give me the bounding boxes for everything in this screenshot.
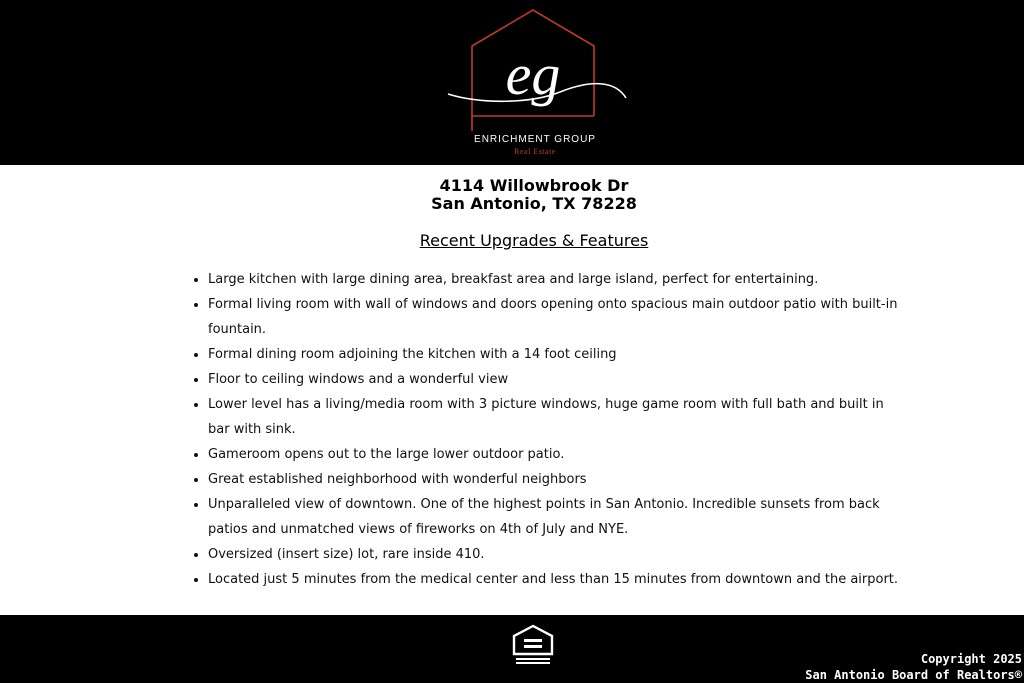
feature-item: • Oversized (insert size) lot, rare inside 410. bbox=[208, 542, 908, 567]
copyright-notice bbox=[805, 651, 1022, 683]
logo-monogram: eg bbox=[505, 42, 561, 107]
feature-item: • Lower level has a living/media room with 3 picture windows, huge game room with full bath and built in bar with sink. bbox=[208, 392, 908, 442]
logo-tagline: Real Estate bbox=[514, 147, 556, 156]
page-footer bbox=[0, 615, 1024, 683]
feature-item: • Large kitchen with large dining area, breakfast area and large island, perfect for entertaining. bbox=[208, 267, 908, 292]
property-address bbox=[0, 177, 1024, 213]
logo-company-name: ENRICHMENT GROUP bbox=[474, 134, 596, 145]
address-street: 4114 Willowbrook Dr bbox=[439, 176, 629, 195]
page-header bbox=[0, 0, 1024, 165]
feature-item: • Floor to ceiling windows and a wonderful view bbox=[208, 367, 908, 392]
feature-item: • Formal living room with wall of windows and doors opening onto spacious main outdoor patio with built-in fountain. bbox=[208, 292, 908, 342]
feature-item: • Great established neighborhood with wonderful neighbors bbox=[208, 467, 908, 492]
copyright-year: Copyright 2025 bbox=[920, 652, 1022, 666]
feature-item: • Unparalleled view of downtown. One of the highest points in San Antonio. Incredible sunsets from back patios and unmatched views of fireworks on 4th of July and NYE. bbox=[208, 492, 908, 542]
equal-housing-opportunity-icon bbox=[512, 624, 554, 666]
feature-item: • Formal dining room adjoining the kitchen with a 14 foot ceiling bbox=[208, 342, 908, 367]
feature-item: • Located just 5 minutes from the medical center and less than 15 minutes from downtown and the airport. bbox=[208, 567, 908, 592]
features-list bbox=[190, 267, 908, 592]
copyright-org: San Antonio Board of Realtors® bbox=[805, 668, 1022, 682]
feature-item: • Gameroom opens out to the large lower outdoor patio. bbox=[208, 442, 908, 467]
address-city: San Antonio, TX 78228 bbox=[431, 194, 637, 213]
main-content bbox=[0, 165, 1024, 615]
features-heading: Recent Upgrades & Features bbox=[419, 231, 649, 250]
